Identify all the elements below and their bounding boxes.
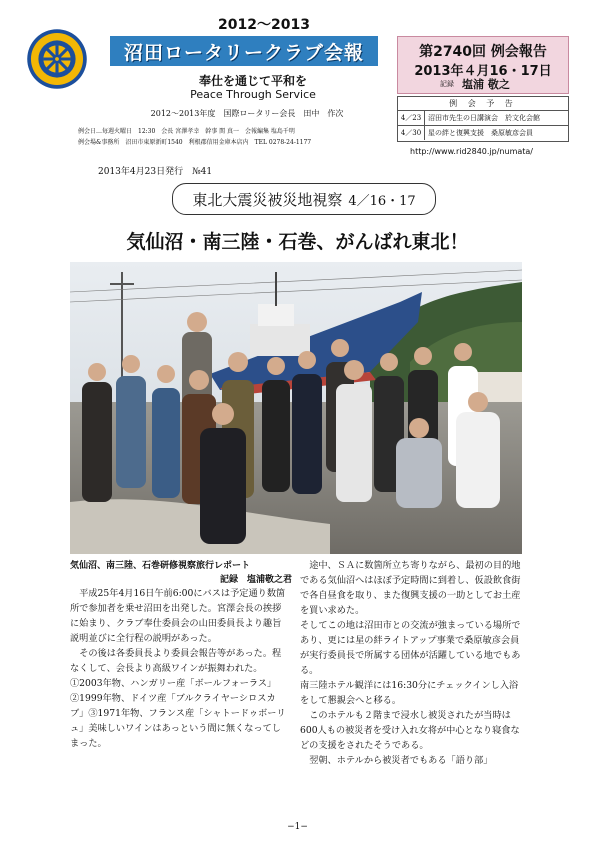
- article-column-left: [70, 586, 288, 751]
- meeting-number: 第2740回 例会報告: [419, 44, 547, 60]
- article-paragraph: 途中、ＳＡに数箇所立ち寄りながら、最初の目的地である気仙沼へはほぼ予定時間に到着し、仮設飲食街で各自昼食を取り、また復興支援の一助としてお土産を買い求めた。: [300, 560, 521, 616]
- recorder-name: 塩浦 敬之: [462, 78, 510, 91]
- issue-date-line: 2013年4月23日発行 №41: [98, 167, 213, 177]
- article-paragraph: 南三陸ホテル観洋には16:30分にチェックインし入浴をして懇親会へと移る。: [300, 680, 519, 706]
- article-byline: 記録 塩浦敬之君: [220, 575, 293, 585]
- article-headline: 気仙沼・南三陸・石巻、がんばれ東北！: [126, 231, 469, 253]
- club-year-range: 2012〜2013: [218, 17, 310, 33]
- meeting-date: 2013年４月16・17日: [414, 64, 552, 79]
- article-column-right: [300, 558, 522, 768]
- motto-english: Peace Through Service: [190, 88, 316, 101]
- club-address-line: 例会場&事務所 沼田市東原新町1540 利根郡信用金庫本店内 TEL 0278-24-1177: [78, 139, 312, 146]
- season-president-line: 2012〜2013年度 国際ロータリー会長 田中 作次: [150, 109, 344, 118]
- schedule-date: 4／30: [398, 126, 425, 140]
- article-subtitle: 東北大震災被災地視察: [192, 190, 343, 209]
- website-link[interactable]: http://www.rid2840.jp/numata/: [410, 147, 534, 156]
- schedule-date: 4／23: [398, 111, 425, 125]
- page-number: −1−: [287, 822, 308, 832]
- article-subtitle-date: 4／16・17: [348, 193, 416, 209]
- meeting-schedule-box: [397, 96, 569, 142]
- schedule-text: 沼田市先生の日講演会 於文化会館: [428, 114, 540, 122]
- motto-japanese: 奉仕を通じて平和を: [198, 74, 307, 88]
- schedule-heading: 例 会 予 告: [398, 97, 568, 111]
- club-info-line: 例会日…毎週火曜日 12:30 会長 宮澤孝幸 幹事 関 真一 会報編集 塩島千明: [78, 128, 295, 135]
- schedule-text: 星の絆と復興支援 桑原敏彦会員: [428, 129, 533, 137]
- newsletter-title: 沼田ロータリークラブ会報: [110, 36, 378, 66]
- schedule-row: [398, 111, 568, 126]
- group-photo: [70, 262, 522, 554]
- article-subtitle-box: [172, 183, 436, 215]
- schedule-row: [398, 126, 568, 140]
- meeting-report-box: [397, 36, 569, 94]
- article-paragraph: その後は各委員長より委員会報告等があった。程なくして、会長より高級ワインが振舞われた。①2003年物、ハンガリー産「ボールフォーラス」②1999年物、ドイツ産「ブルクライヤーシロスカブ」③1971年物、フランス産「シャトードゥボーリュ」美味しいワインはあっという間に無くなってしまった。: [70, 648, 286, 749]
- article-paragraph: 平成25年4月16日午前6:00にバスは予定通り数箇所で参加者を乗せ沼田を出発した。宮澤会長の挨拶に始まり、クラブ奉仕委員会の山田委員長より趣旨説明並びに全行程の説明があった。: [70, 588, 286, 644]
- recorder-label: 記録: [440, 80, 454, 88]
- rotary-wheel-logo: [26, 28, 88, 90]
- article-paragraph: 翌朝、ホテルから被災者でもある「語り部」: [309, 755, 493, 766]
- article-title: 気仙沼、南三陸、石巻研修視察旅行レポート: [70, 561, 251, 571]
- article-paragraph: このホテルも２階まで浸水し被災されたが当時は600人もの被災者を受け入れ女将が中心となり寝食などの支援をされたそうである。: [300, 710, 520, 751]
- article-paragraph: そしてこの地は沼田市との交流が強まっている場所であり、更には星の絆ライトアップ事業で桑原敏彦会員が実行委員長で所属する団体が活躍している地でもある。: [300, 620, 521, 676]
